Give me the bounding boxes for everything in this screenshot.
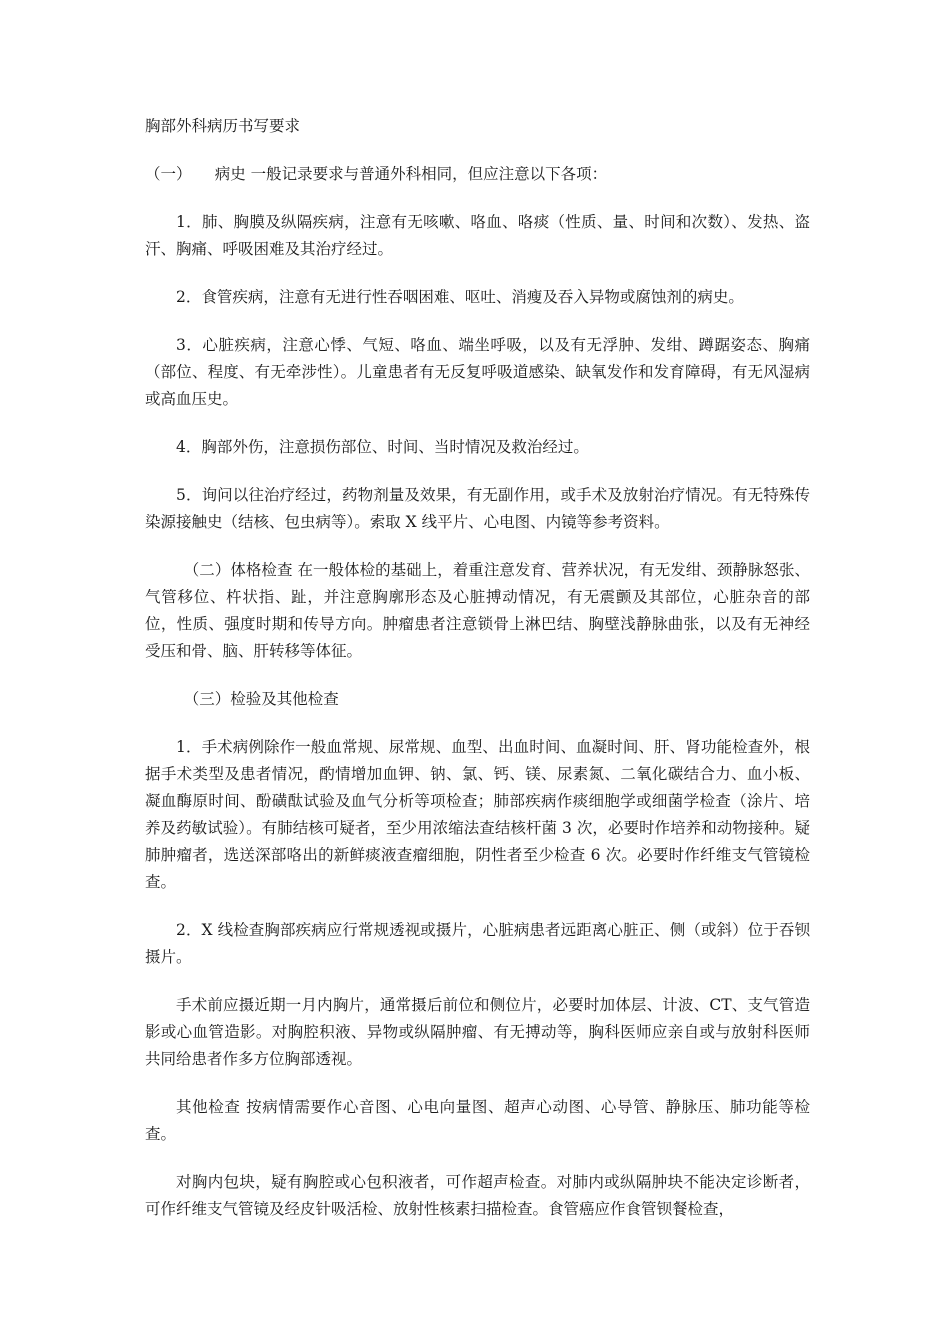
section-1-heading: （一） 病史 一般记录要求与普通外科相同，但应注意以下各项： <box>145 165 608 183</box>
section-1-item-1: 1．肺、胸膜及纵隔疾病，注意有无咳嗽、咯血、咯痰（性质、量、时间和次数）、发热、盗汗、胸痛、呼吸困难及其治疗经过。 <box>145 213 810 258</box>
section-3-item-1: 1．手术病例除作一般血常规、尿常规、血型、出血时间、血凝时间、肝、肾功能检查外，根据手术类型及患者情况，酌情增加血钾、钠、氯、钙、镁、尿素氮、二氧化碳结合力、血小板、凝血酶原时间、酚磺酞试验及血气分析等项检查；肺部疾病作痰细胞学或细菌学检查（涂片、培养及药敏试验）。有肺结核可疑者，至少用浓缩法查结核杆菌 3 次，必要时作培养和动物接种。疑肺肿瘤者，选送深部咯出的新鲜痰液查瘤细胞，阴性者至少检查 6 次。必要时作纤维支气管镜检查。 <box>145 738 810 891</box>
section-3-paragraph-chest-mass: 对胸内包块，疑有胸腔或心包积液者，可作超声检查。对肺内或纵隔肿块不能决定诊断者，可作纤维支气管镜及经皮针吸活检、放射性核素扫描检查。食管癌应作食管钡餐检查， <box>145 1173 810 1218</box>
section-3-paragraph-other-exams: 其他检查 按病情需要作心音图、心电向量图、超声心动图、心导管、静脉压、肺功能等检查。 <box>145 1098 810 1143</box>
section-2-physical-exam: （二）体格检查 在一般体检的基础上，着重注意发育、营养状况，有无发绀、颈静脉怒张、气管移位、杵状指、趾，并注意胸廓形态及心脏搏动情况，有无震颤及其部位，心脏杂音的部位，性质、强度时期和传导方向。肿瘤患者注意锁骨上淋巴结、胸壁浅静脉曲张，以及有无神经受压和骨、脑、肝转移等体征。 <box>145 561 810 660</box>
document-body <box>145 113 810 1244</box>
section-3-heading: （三）检验及其他检查 <box>183 690 339 708</box>
section-3-item-2: 2．X 线检查胸部疾病应行常规透视或摄片，心脏病患者远距离心脏正、侧（或斜）位于吞钡摄片。 <box>145 921 810 966</box>
section-1-item-4: 4．胸部外伤，注意损伤部位、时间、当时情况及救治经过。 <box>176 438 589 456</box>
section-1-item-2: 2．食管疾病，注意有无进行性吞咽困难、呕吐、消瘦及吞入异物或腐蚀剂的病史。 <box>176 288 744 306</box>
section-3-paragraph-preop-xray: 手术前应摄近期一月内胸片，通常摄后前位和侧位片，必要时加体层、计波、CT、支气管造影或心血管造影。对胸腔积液、异物或纵隔肿瘤、有无搏动等，胸科医师应亲自或与放射科医师共同给患者作多方位胸部透视。 <box>145 996 810 1068</box>
document-title: 胸部外科病历书写要求 <box>145 117 301 135</box>
section-1-item-3: 3．心脏疾病，注意心悸、气短、咯血、端坐呼吸，以及有无浮肿、发绀、蹲踞姿态、胸痛（部位、程度、有无牵涉性）。儿童患者有无反复呼吸道感染、缺氧发作和发育障碍，有无风湿病或高血压史。 <box>145 336 810 408</box>
section-1-item-5: 5．询问以往治疗经过，药物剂量及效果，有无副作用，或手术及放射治疗情况。有无特殊传染源接触史（结核、包虫病等）。索取 X 线平片、心电图、内镜等参考资料。 <box>145 486 810 531</box>
